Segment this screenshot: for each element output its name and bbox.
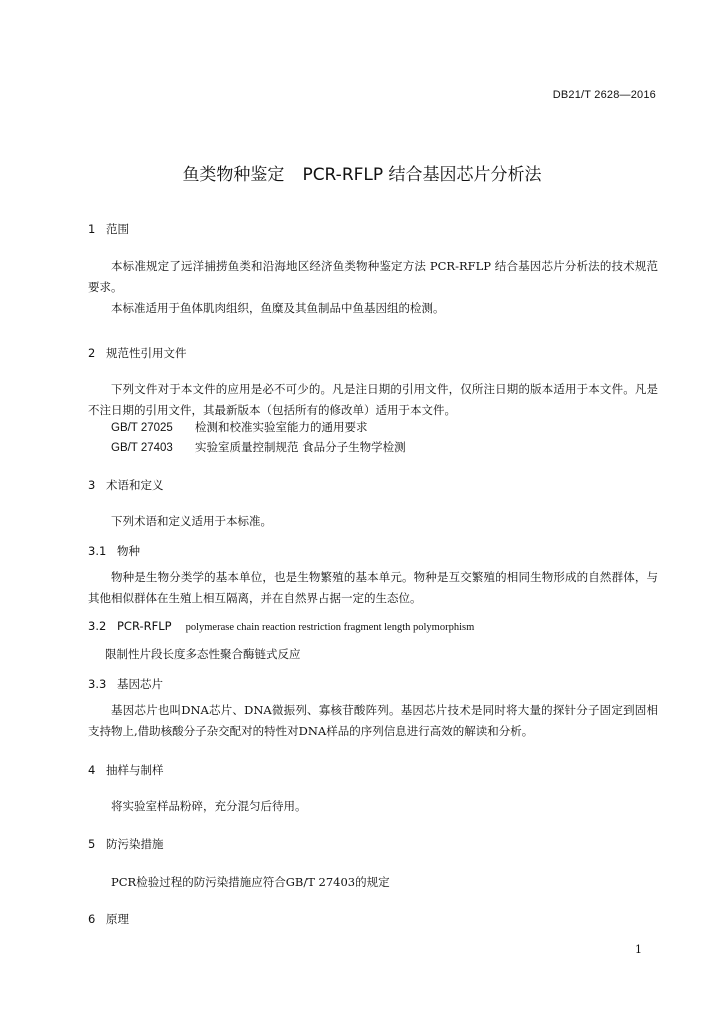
- term-number: 3.2: [88, 619, 107, 633]
- term-english: polymerase chain reaction restriction fragment length polymorphism: [185, 622, 475, 633]
- reference-code: GB/T 27403: [111, 442, 173, 454]
- section-6-heading: [88, 911, 129, 927]
- section-number: 4: [88, 763, 96, 777]
- section-4-paragraph-1: 将实验室样品粉碎，充分混匀后待用。: [111, 799, 307, 813]
- section-number: 2: [88, 346, 96, 360]
- section-1-paragraph-2: 本标准适用于鱼体肌肉组织，鱼糜及其鱼制品中鱼基因组的检测。: [111, 301, 445, 315]
- term-3-1-definition: 物种是生物分类学的基本单位，也是生物繁殖的基本单元。物种是互交繁殖的相同生物形成的自然群体，与其他相似群体在生殖上相互隔离，并在自然界占据一定的生态位。: [88, 570, 658, 605]
- term-number: 3.1: [88, 544, 107, 558]
- section-2-paragraph-1: 下列文件对于本文件的应用是必不可少的。凡是注日期的引用文件，仅所注日期的版本适用于本文件。凡是不注日期的引用文件，其最新版本（包括所有的修改单）适用于本文件。: [88, 382, 658, 417]
- section-title: 术语和定义: [106, 478, 164, 492]
- term-3-2-definition: 限制性片段长度多态性聚合酶链式反应: [105, 647, 301, 661]
- section-title: 抽样与制样: [106, 763, 164, 777]
- section-1-paragraph-1: 本标准规定了远洋捕捞鱼类和沿海地区经济鱼类物种鉴定方法 PCR-RFLP 结合基因芯片分析法的技术规范要求。: [88, 259, 658, 294]
- section-title: 规范性引用文件: [106, 346, 187, 360]
- reference-code: GB/T 27025: [111, 422, 173, 434]
- section-number: 5: [88, 837, 96, 851]
- document-title: [0, 160, 724, 185]
- reference-item: [111, 439, 406, 455]
- section-number: 6: [88, 912, 96, 926]
- section-5-heading: [88, 836, 164, 852]
- term-title: 物种: [117, 544, 140, 558]
- section-title: 范围: [106, 222, 129, 236]
- section-title: 防污染措施: [106, 837, 164, 851]
- reference-title: 检测和校准实验室能力的通用要求: [195, 420, 368, 434]
- section-4-heading: [88, 762, 164, 778]
- term-number: 3.3: [88, 677, 107, 691]
- term-3-1-heading: [88, 543, 140, 559]
- section-title: 原理: [106, 912, 129, 926]
- title-part1: 鱼类物种鉴定: [182, 165, 285, 185]
- section-2-heading: [88, 345, 187, 361]
- title-part2: PCR-RFLP 结合基因芯片分析法: [302, 165, 542, 185]
- term-3-2-heading: [88, 619, 474, 633]
- page-number: 1: [635, 943, 642, 956]
- term-title: 基因芯片: [117, 677, 163, 691]
- section-3-heading: [88, 477, 164, 493]
- section-3-paragraph-1: 下列术语和定义适用于本标准。: [111, 514, 272, 528]
- term-title: PCR-RFLP: [117, 619, 172, 633]
- section-number: 3: [88, 478, 96, 492]
- term-3-3-definition: 基因芯片也叫DNA芯片、DNA微振列、寡核苷酸阵列。基因芯片技术是同时将大量的探针分子固定到固相支持物上,借助核酸分子杂交配对的特性对DNA样品的序列信息进行高效的解读和分析。: [88, 703, 658, 738]
- section-5-paragraph-1: PCR检验过程的防污染措施应符合GB/T 27403的规定: [111, 875, 390, 889]
- section-number: 1: [88, 222, 96, 236]
- reference-title: 实验室质量控制规范 食品分子生物学检测: [195, 440, 406, 454]
- term-3-3-heading: [88, 676, 163, 692]
- section-1-heading: [88, 221, 129, 237]
- reference-item: [111, 419, 368, 435]
- standard-code: DB21/T 2628—2016: [552, 89, 656, 101]
